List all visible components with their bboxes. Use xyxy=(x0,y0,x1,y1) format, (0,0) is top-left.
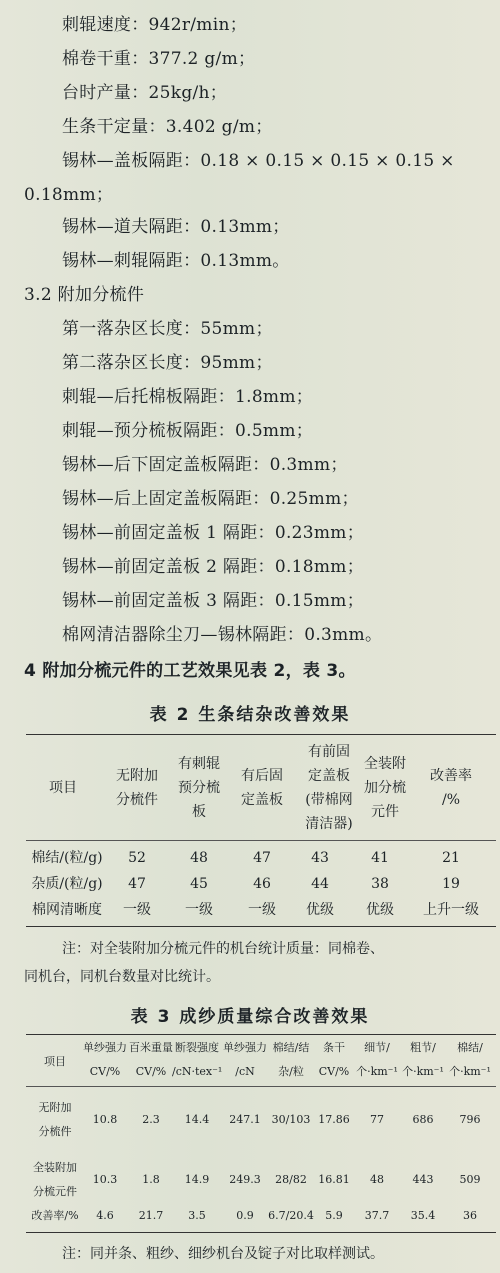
section-heading-3-2: 3.2 附加分梳件 xyxy=(24,285,145,305)
table-cell: 686 xyxy=(412,1113,434,1126)
table2-caption: 表 2 生条结杂改善效果 xyxy=(149,705,351,725)
table-cell: 14.9 xyxy=(184,1173,210,1186)
table3-header-cell: 棉结/ 个·km⁻¹ xyxy=(449,1041,491,1078)
param-line: 刺辊—后托棉板隔距：1.8mm； xyxy=(62,387,314,407)
table-cell: 一级 xyxy=(123,902,151,918)
param-line: 锡林—前固定盖板 2 隔距：0.18mm； xyxy=(62,557,365,577)
param-line: 锡林—道夫隔距：0.13mm； xyxy=(62,217,290,237)
param-line: 第二落杂区长度：95mm； xyxy=(62,353,273,373)
table-cell: 优级 xyxy=(306,902,334,918)
table-cell: 443 xyxy=(412,1173,434,1186)
param-line: 生条干定量：3.402 g/m； xyxy=(62,117,273,137)
table-cell: 5.9 xyxy=(325,1209,343,1222)
table-cell: 6.7/20.4 xyxy=(268,1209,314,1222)
table-row-label: 杂质/(粒/g) xyxy=(31,876,103,892)
table-cell: 247.1 xyxy=(229,1113,261,1126)
table-cell: 43 xyxy=(311,850,329,866)
table-cell: 37.7 xyxy=(364,1209,390,1222)
table-cell: 一级 xyxy=(248,902,276,918)
table2-note: 同机台，同机台数量对比统计。 xyxy=(24,969,220,985)
table-cell: 17.86 xyxy=(318,1113,350,1126)
param-line: 锡林—刺辊隔距：0.13mm。 xyxy=(62,251,290,271)
table-cell: 10.3 xyxy=(92,1173,118,1186)
table-row-label: 棉结/(粒/g) xyxy=(31,850,103,866)
table-cell: 36 xyxy=(463,1209,477,1222)
table-cell: 10.8 xyxy=(92,1113,118,1126)
table2-top-rule xyxy=(26,734,496,735)
table-cell: 4.6 xyxy=(96,1209,114,1222)
table2-header-cell: 有后固 定盖板 xyxy=(241,768,283,808)
param-line: 刺辊—预分梳板隔距：0.5mm； xyxy=(62,421,314,441)
param-line: 棉卷干重：377.2 g/m； xyxy=(62,49,256,69)
table3-header-rule xyxy=(26,1086,496,1087)
table3-header-cell: 细节/ 个·km⁻¹ xyxy=(356,1041,398,1078)
table-cell: 38 xyxy=(371,876,389,892)
table-cell: 一级 xyxy=(185,902,213,918)
table-cell: 优级 xyxy=(366,902,394,918)
table-cell: 249.3 xyxy=(229,1173,261,1186)
param-line: 台时产量：25kg/h； xyxy=(62,83,228,103)
table-row-label: 无附加 分梳件 xyxy=(38,1101,72,1138)
param-line: 刺辊速度：942r/min； xyxy=(62,15,248,35)
table-cell: 21.7 xyxy=(138,1209,164,1222)
table-cell: 上升一级 xyxy=(423,902,479,918)
table2-header-cell: 无附加 分梳件 xyxy=(116,768,158,808)
table-cell: 35.4 xyxy=(410,1209,436,1222)
table-cell: 2.3 xyxy=(142,1113,160,1126)
table3-header-cell: 单纱强力 CV/% xyxy=(83,1041,127,1078)
table3-header-cell: 单纱强力 /cN xyxy=(223,1041,267,1078)
table2-header-cell: 有刺辊 预分梳 板 xyxy=(178,756,220,820)
table3-header-cell: 棉结/结 杂/粒 xyxy=(272,1041,310,1078)
table3-header-cell: 项目 xyxy=(44,1055,66,1068)
table-row-label: 改善率/% xyxy=(31,1209,79,1222)
table-row-label: 棉网清晰度 xyxy=(32,902,102,918)
table2-bottom-rule xyxy=(26,926,496,927)
table-cell: 30/103 xyxy=(271,1113,311,1126)
table-cell: 48 xyxy=(370,1173,384,1186)
table-cell: 77 xyxy=(370,1113,384,1126)
table3-header-cell: 断裂强度 /cN·tex⁻¹ xyxy=(172,1041,223,1078)
table-cell: 47 xyxy=(253,850,271,866)
param-line: 锡林—前固定盖板 1 隔距：0.23mm； xyxy=(62,523,365,543)
table-cell: 16.81 xyxy=(318,1173,350,1186)
table-cell: 21 xyxy=(442,850,460,866)
table-cell: 0.9 xyxy=(236,1209,254,1222)
param-line: 锡林—前固定盖板 3 隔距：0.15mm； xyxy=(62,591,365,611)
section-heading-4: 4 附加分梳元件的工艺效果见表 2，表 3。 xyxy=(24,661,356,681)
table3-header-cell: 百米重量 CV/% xyxy=(129,1041,173,1078)
table2-header-cell: 全装附 加分梳 元件 xyxy=(364,756,406,820)
param-line: 锡林—盖板隔距：0.18 × 0.15 × 0.15 × 0.15 × xyxy=(62,151,455,171)
table2-header-cell: 有前固 定盖板 (带棉网 清洁器) xyxy=(305,744,353,832)
table-cell: 796 xyxy=(459,1113,481,1126)
table-cell: 47 xyxy=(128,876,146,892)
table3-bottom-rule xyxy=(26,1232,496,1233)
table-cell: 41 xyxy=(371,850,389,866)
table2-header-cell: 改善率 /% xyxy=(430,768,472,808)
table2-header-rule xyxy=(26,840,496,841)
param-line: 锡林—后下固定盖板隔距：0.3mm； xyxy=(62,455,348,475)
table-cell: 509 xyxy=(459,1173,481,1186)
table-cell: 48 xyxy=(190,850,208,866)
table3-note: 注：同并条、粗纱、细纱机台及锭子对比取样测试。 xyxy=(62,1246,384,1262)
table3-top-rule xyxy=(26,1034,496,1035)
table-cell: 14.4 xyxy=(184,1113,210,1126)
table-cell: 1.8 xyxy=(142,1173,160,1186)
table-cell: 45 xyxy=(190,876,208,892)
table-cell: 52 xyxy=(128,850,146,866)
table-cell: 46 xyxy=(253,876,271,892)
table2-note: 注：对全装附加分梳元件的机台统计质量：同棉卷、 xyxy=(62,941,384,957)
param-line: 0.18mm； xyxy=(24,185,114,205)
param-line: 锡林—后上固定盖板隔距：0.25mm； xyxy=(62,489,359,509)
table-row-label: 全装附加 分梳元件 xyxy=(33,1161,77,1198)
table3-caption: 表 3 成纱质量综合改善效果 xyxy=(130,1007,370,1027)
param-line: 第一落杂区长度：55mm； xyxy=(62,319,273,339)
table-cell: 3.5 xyxy=(188,1209,206,1222)
table3-header-cell: 粗节/ 个·km⁻¹ xyxy=(402,1041,444,1078)
param-line: 棉网清洁器除尘刀—锡林隔距：0.3mm。 xyxy=(62,625,383,645)
table-cell: 44 xyxy=(311,876,329,892)
table-cell: 28/82 xyxy=(275,1173,307,1186)
table3-header-cell: 条干 CV/% xyxy=(318,1041,350,1078)
table2-header-cell: 项目 xyxy=(49,780,77,796)
table-cell: 19 xyxy=(442,876,460,892)
